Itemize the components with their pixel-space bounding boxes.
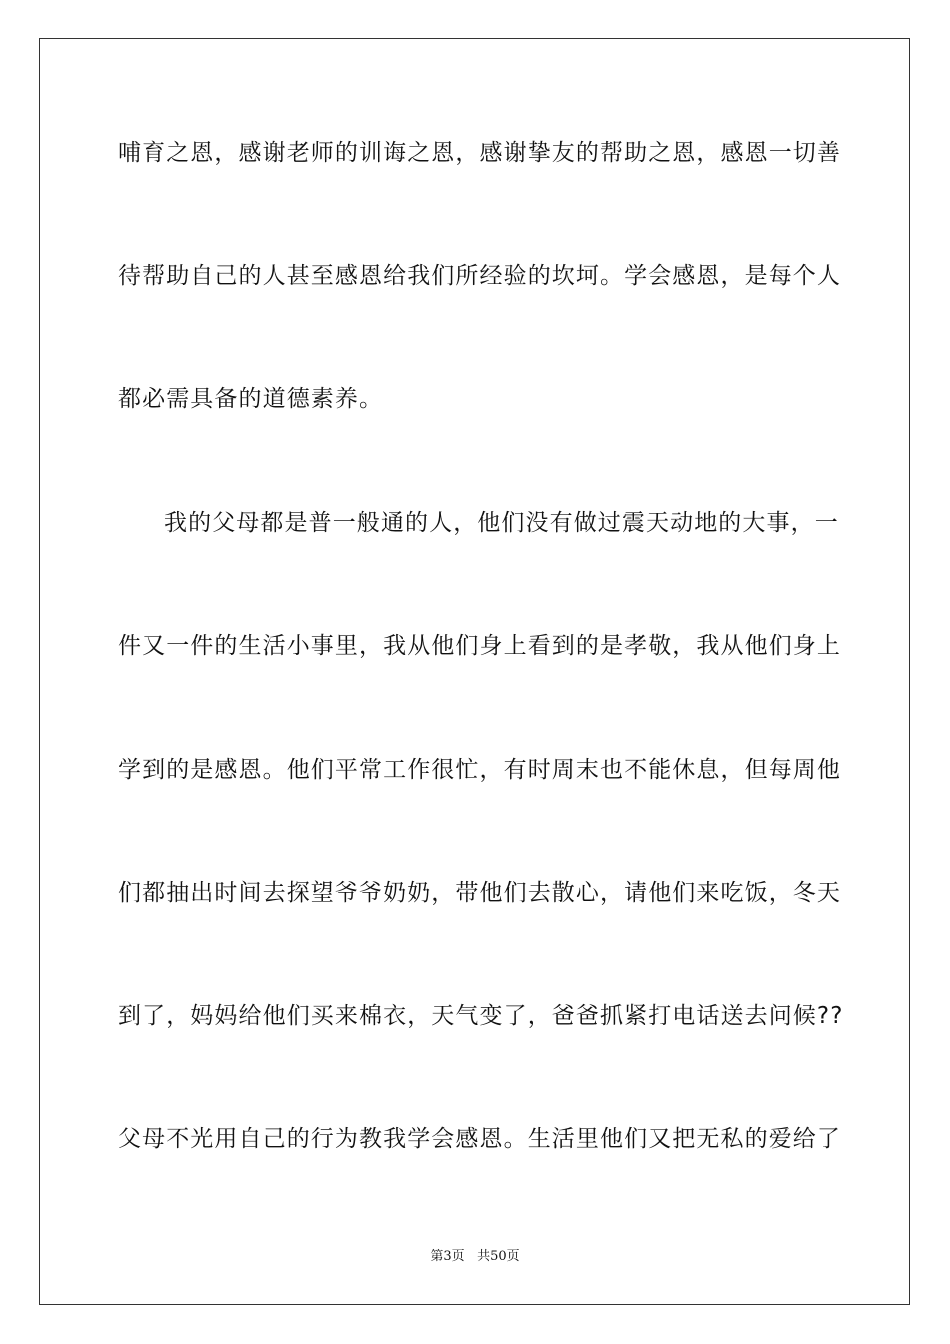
body-line-6: 学到的是感恩。他们平常工作很忙，有时周末也不能休息，但每周他: [118, 757, 841, 783]
body-line-2: 待帮助自己的人甚至感恩给我们所经验的坎坷。学会感恩，是每个人: [118, 263, 841, 289]
page-border: [39, 38, 910, 1305]
body-line-4: 我的父母都是普一般通的人，他们没有做过震天动地的大事，一: [164, 510, 839, 536]
page-number: 第3页: [430, 1249, 465, 1264]
body-line-5: 件又一件的生活小事里，我从他们身上看到的是孝敬，我从他们身上: [118, 633, 841, 659]
body-line-7: 们都抽出时间去探望爷爷奶奶，带他们去散心，请他们来吃饭，冬天: [118, 880, 841, 906]
page-footer: [0, 1245, 950, 1264]
body-line-9: 父母不光用自己的行为教我学会感恩。生活里他们又把无私的爱给了: [118, 1126, 841, 1152]
body-line-3: 都必需具备的道德素养。: [118, 386, 384, 412]
body-line-8: 到了，妈妈给他们买来棉衣，天气变了，爸爸抓紧打电话送去问候??: [118, 1003, 844, 1029]
page-total: 共50页: [477, 1249, 520, 1264]
body-line-1: 哺育之恩，感谢老师的训诲之恩，感谢挚友的帮助之恩，感恩一切善: [118, 140, 841, 166]
